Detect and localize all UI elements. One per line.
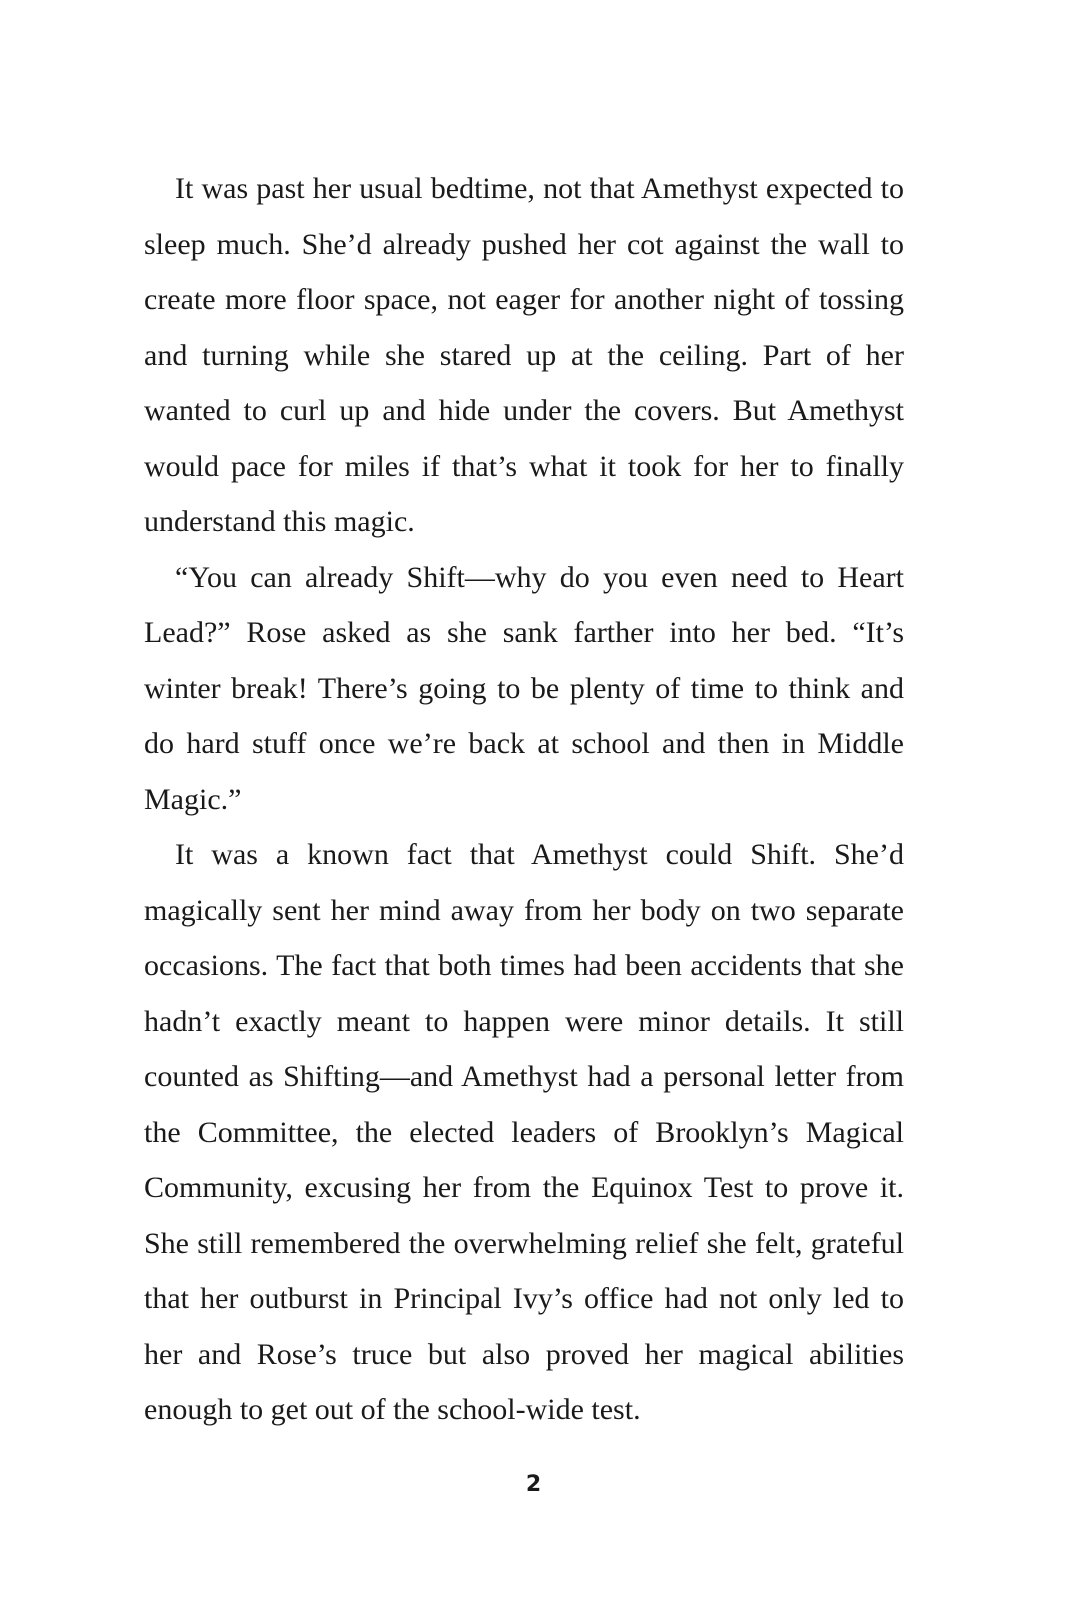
paragraph-2: “You can already Shift—why do you even need to Heart Lead?” Rose asked as she sank farther into her bed. “It’s winter break! There’s going to be plenty of time to think and do hard stuff once we’re back at school and then in Middle Magic.” [144, 560, 904, 816]
body-text [144, 161, 904, 1438]
page-number: 2 [525, 1472, 542, 1497]
paragraph-1: It was past her usual bedtime, not that Amethyst expected to sleep much. She’d already pushed her cot against the wall to create more floor space, not eager for another night of tossing and turning while she stared up at the ceiling. Part of her wanted to curl up and hide under the covers. But Amethyst would pace for miles if that’s what it took for her to finally understand this magic. [144, 172, 904, 538]
paragraph-3: It was a known fact that Amethyst could Shift. She’d magically sent her mind away from her body on two separate occasions. The fact that both times had been accidents that she hadn’t exactly meant to happen were minor details. It still counted as Shifting—and Amethyst had a personal letter from the Committee, the elected leaders of Brooklyn’s Magical Community, excusing her from the Equinox Test to prove it. She still remembered the overwhelming relief she felt, grateful that her outburst in Principal Ivy’s office had not only led to her and Rose’s truce but also proved her magical abilities enough to get out of the school-wide test. [144, 838, 904, 1426]
